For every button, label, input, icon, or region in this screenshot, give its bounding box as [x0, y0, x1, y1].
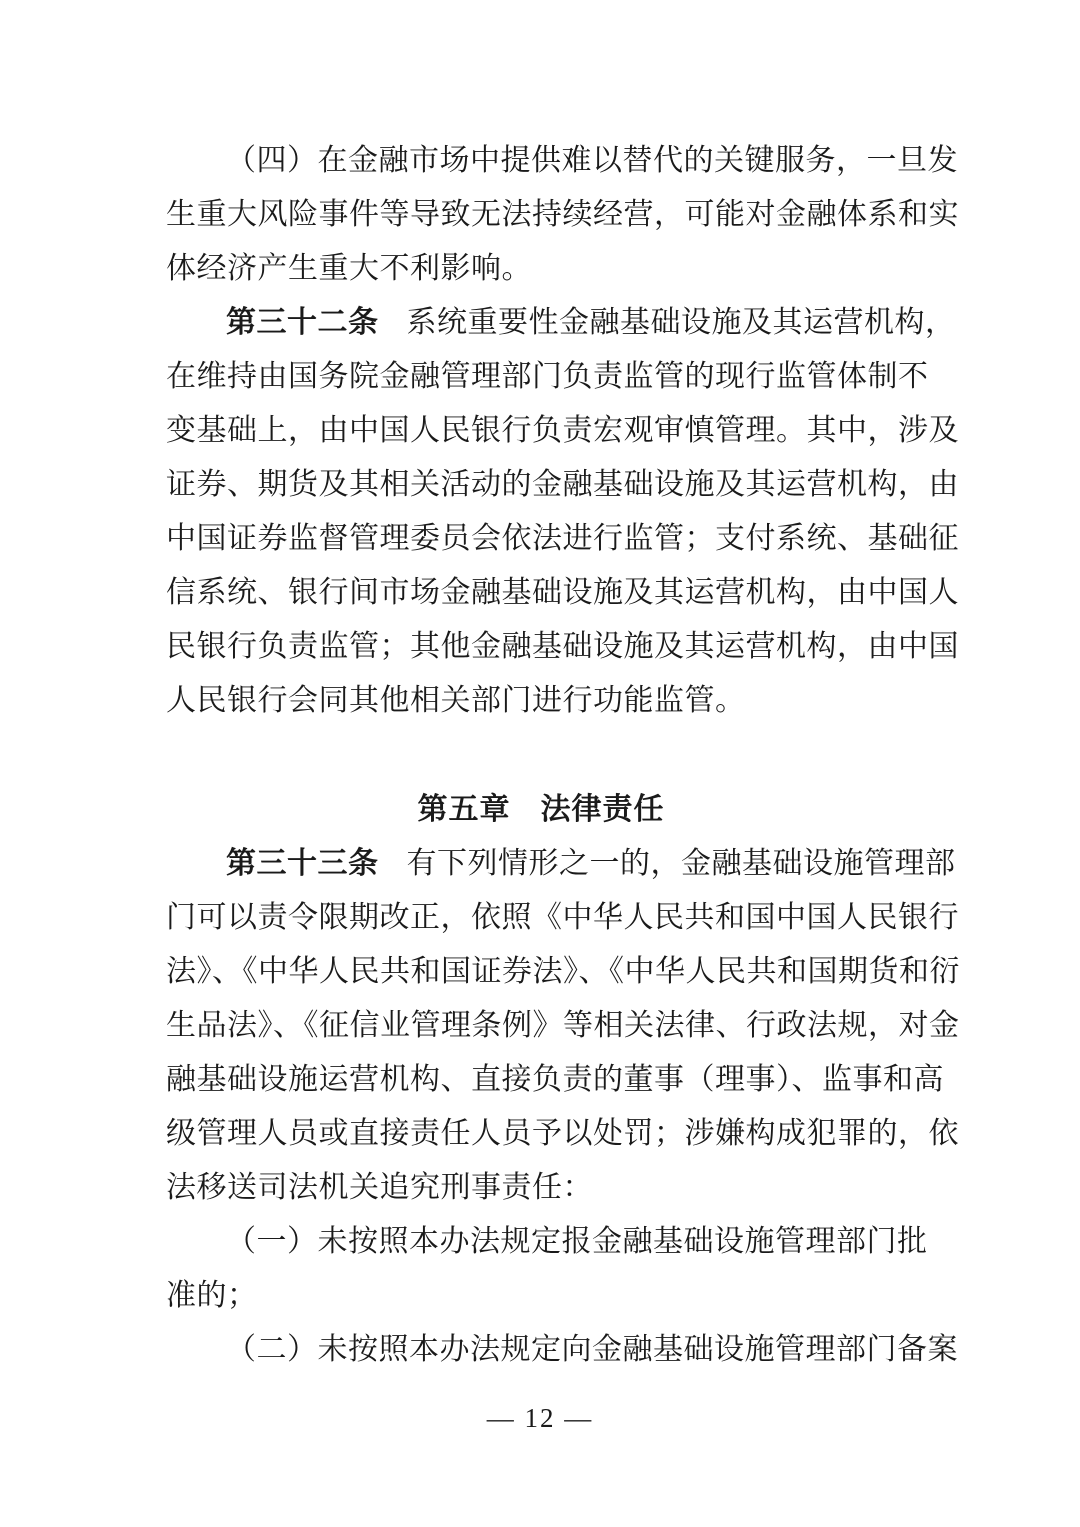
paragraph-item-2 — [166, 1323, 958, 1377]
article-32 — [166, 296, 959, 728]
paragraph-item-1 — [166, 1215, 928, 1323]
article-32-label: 第三十二条 — [226, 305, 379, 340]
text-line: 中国证券监督管理委员会依法进行监管；支付系统、基础征 — [166, 521, 959, 556]
article-32-first-line — [166, 296, 956, 350]
text-line: 法移送司法机关追究刑事责任： — [166, 1170, 593, 1205]
chapter-heading — [166, 783, 916, 837]
text-line: 体经济产生重大不利影响。 — [166, 251, 532, 286]
text-line: 变基础上，由中国人民银行负责宏观审慎管理。其中，涉及 — [166, 413, 959, 448]
text-line: 融基础设施运营机构、直接负责的董事（理事）、监事和高 — [166, 1062, 944, 1097]
text-line: 有下列情形之一的，金融基础设施管理部 — [406, 846, 956, 881]
article-33-label: 第三十三条 — [226, 846, 379, 881]
paragraph-item-4 — [166, 134, 959, 296]
text-line: （二）未按照本办法规定向金融基础设施管理部门备案 — [226, 1332, 958, 1367]
text-line: 生重大风险事件等导致无法持续经营，可能对金融体系和实 — [166, 197, 959, 232]
chapter-number: 第五章 — [417, 792, 511, 827]
page-number: — 12 — — [486, 1403, 594, 1433]
text-line: 证券、期货及其相关活动的金融基础设施及其运营机构，由 — [166, 467, 959, 502]
text-line: 法》、《中华人民共和国证券法》、《中华人民共和国期货和衍 — [166, 954, 960, 989]
text-line: 系统重要性金融基础设施及其运营机构， — [406, 305, 956, 340]
chapter-title: 法律责任 — [540, 792, 665, 827]
text-line: 在维持由国务院金融管理部门负责监管的现行监管体制不 — [166, 359, 929, 394]
text-line: 民银行负责监管；其他金融基础设施及其运营机构，由中国 — [166, 629, 959, 664]
text-line: 级管理人员或直接责任人员予以处罚；涉嫌构成犯罪的，依 — [166, 1116, 959, 1151]
text-line: 生品法》、《征信业管理条例》等相关法律、行政法规，对金 — [166, 1008, 960, 1043]
text-line: 人民银行会同其他相关部门进行功能监管。 — [166, 683, 746, 718]
text-line: 门可以责令限期改正，依照《中华人民共和国中国人民银行 — [166, 900, 959, 935]
article-33 — [166, 837, 960, 1215]
text-line: 准的； — [166, 1278, 258, 1313]
document-page — [166, 134, 960, 1377]
text-line: 信系统、银行间市场金融基础设施及其运营机构，由中国人 — [166, 575, 959, 610]
text-line: （一）未按照本办法规定报金融基础设施管理部门批 — [226, 1224, 928, 1259]
text-line: （四）在金融市场中提供难以替代的关键服务，一旦发 — [226, 143, 958, 178]
article-33-first-line — [166, 837, 956, 891]
